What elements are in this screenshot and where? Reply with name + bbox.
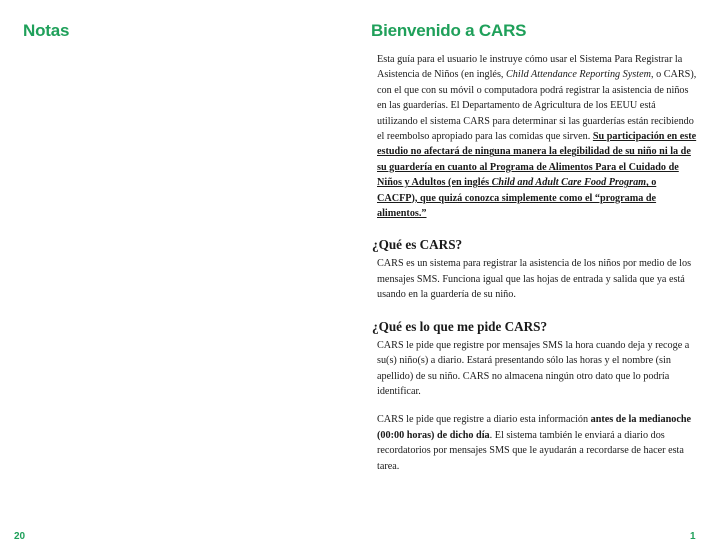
intro-italic-cacfp-name: Child and Adult Care Food Program [491, 177, 647, 189]
right-page-number: 1 [690, 531, 696, 542]
deadline-bold: antes de la medianoche (00:00 horas) de dicho día [377, 414, 692, 441]
section-heading-what-cars-asks: ¿Qué es lo que me pide CARS? [372, 318, 548, 334]
deadline-text-start: CARS le pide que registre a diario esta información [377, 414, 591, 426]
intro-paragraph [377, 52, 698, 221]
right-page-content [372, 52, 698, 474]
intro-emphasis [377, 131, 696, 219]
intro-italic-cars-name: Child Attendance Reporting System [506, 69, 651, 81]
left-page-number: 20 [14, 531, 26, 542]
intro-text-2: , o CARS), con el que con su móvil o computadora podrá registrar la asistencia de niños en las guarderías. El Departamento de Agricultura de los EEUU está utilizando el sistema CARS para determinar si las guarderías están recibiendo el reembolso apropiado para las comidas que sirven. [377, 69, 697, 143]
right-page-title: Bienvenido a CARS [371, 21, 527, 40]
intro-bold-1: Su participación en este estudio no afectará de ninguna manera la elegibilidad de su niño ni la de su guardería en cuanto al Programa de Alimentos Para el Cuidado de Niños y Adultos (en inglés [377, 131, 697, 189]
section-text-what-is-cars: CARS es un sistema para registrar la asistencia de los niños por medio de los mensajes SMS. Funciona igual que las hojas de entrada y salida que ya está usando en la guardería de su niño. [377, 258, 692, 301]
intro-text-1: Esta guía para el usuario le instruye cómo usar el Sistema Para Registrar la Asistencia de Niños (en inglés, [377, 54, 683, 81]
section-text-what-cars-asks-1: CARS le pide que registre por mensajes SMS la hora cuando deja y recoge a su(s) niño(s) a diario. Estará presentando sólo las horas y el nombre (sin apellido) de su niño. CARS no almacena ningún otro dato que lo podría identificar. [377, 339, 690, 397]
left-page-title: Notas [23, 21, 70, 40]
intro-bold-2: , o CACFP), que quizá conozca simplemente como el “programa de alimentos.” [377, 177, 657, 220]
section-text-what-cars-asks-2 [377, 412, 698, 474]
section-heading-what-is-cars: ¿Qué es CARS? [372, 237, 463, 253]
deadline-text-end: . El sistema también le enviará a diario dos recordatorios por mensajes SMS que le ayudarán a recordarse de hacer esta tarea. [377, 429, 684, 472]
